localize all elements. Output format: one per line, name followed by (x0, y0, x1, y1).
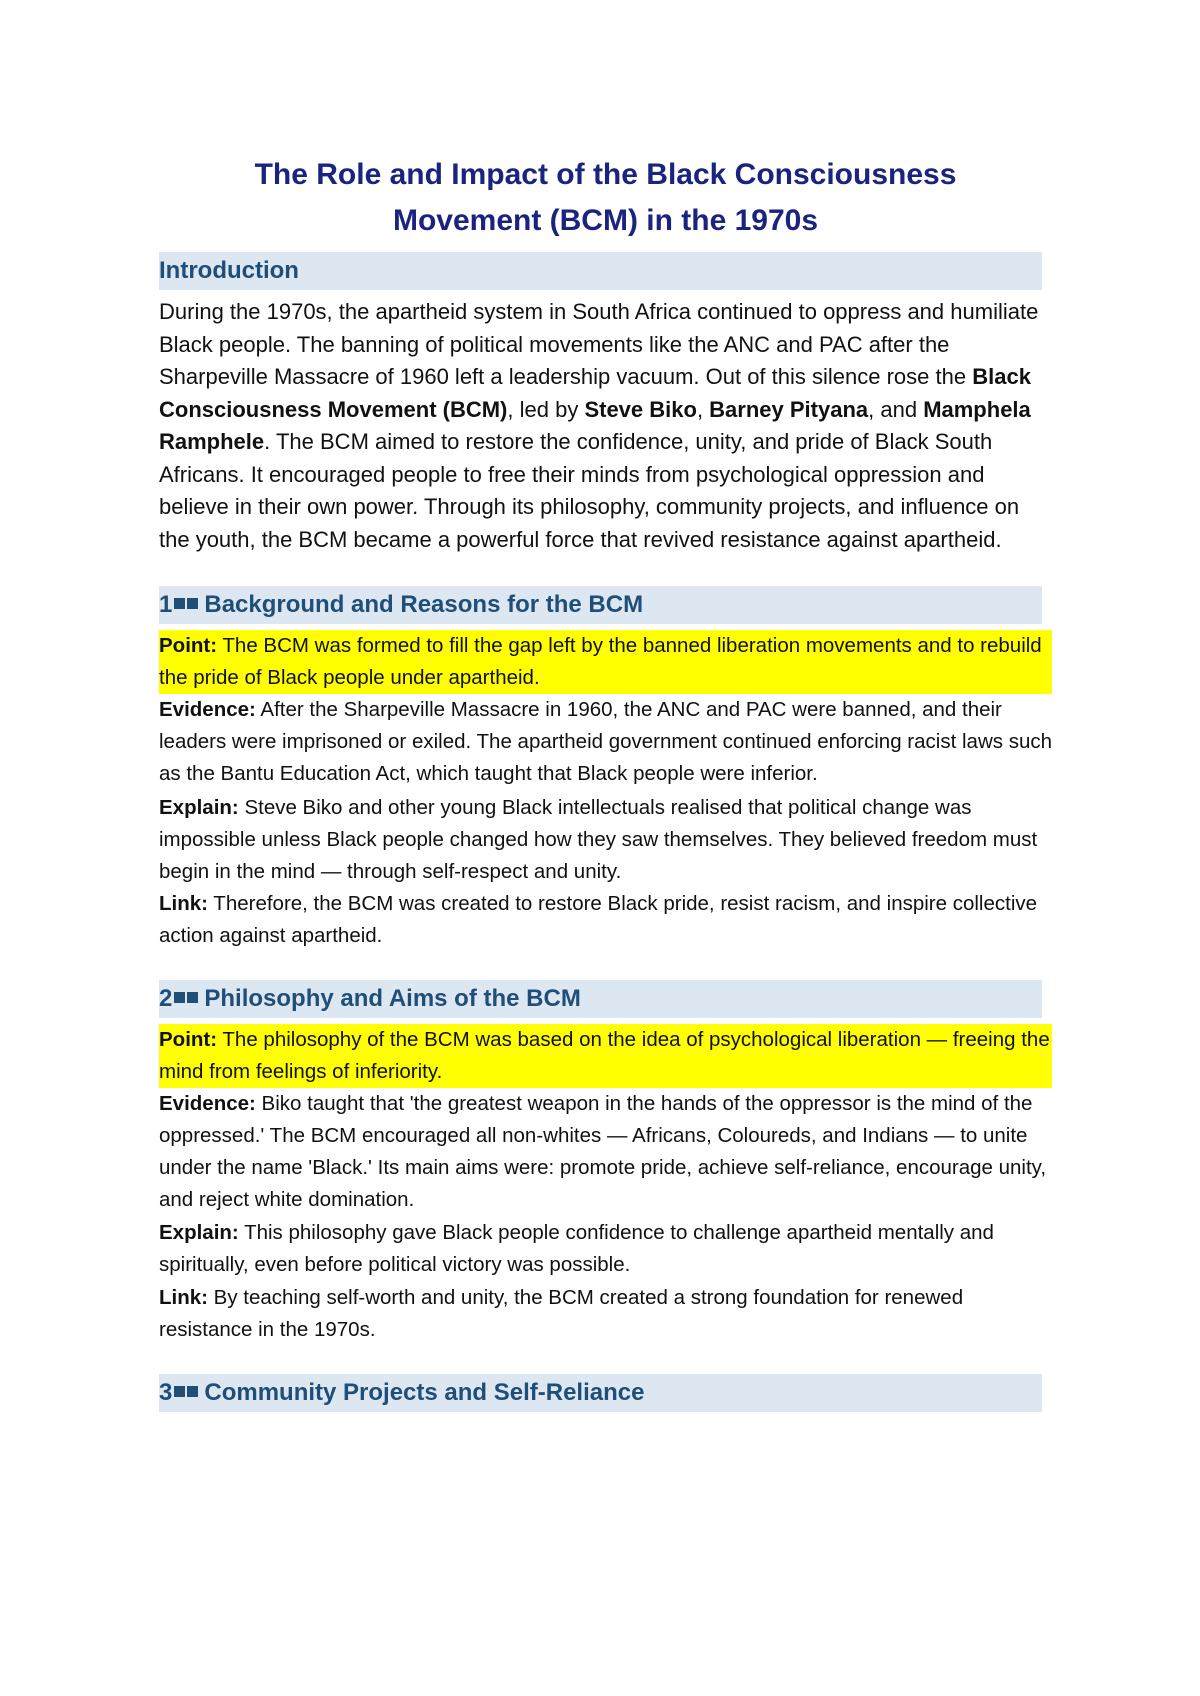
title-line-1: The Role and Impact of the Black Consciousness (254, 158, 957, 191)
intro-biko: Steve Biko (584, 396, 697, 422)
explain-text: This philosophy gave Black people confidence to challenge apartheid mentally and spiritually, even before political victory was possible. (159, 1221, 994, 1276)
section-heading-text: Background and Reasons for the BCM (204, 591, 644, 618)
evidence-label: Evidence: (159, 1092, 256, 1115)
link-label: Link: (159, 892, 208, 915)
point-text: The philosophy of the BCM was based on the idea of psychological liberation — freeing the mind from feelings of inferiority. (159, 1028, 1050, 1083)
document-title (159, 152, 1052, 244)
section-heading-1 (159, 586, 1042, 624)
link-paragraph-1 (159, 888, 1052, 952)
link-text: Therefore, the BCM was created to restore Black pride, resist racism, and inspire collective action against apartheid. (159, 892, 1038, 947)
section-heading-introduction (159, 252, 1042, 290)
section-heading-3 (159, 1374, 1042, 1412)
point-text: The BCM was formed to fill the gap left by the banned liberation movements and to rebuild the pride of Black people under apartheid. (159, 634, 1042, 689)
intro-bcm: Black Consciousness Movement (BCM) (159, 364, 1031, 422)
section-number: 1 (159, 591, 173, 618)
link-label: Link: (159, 1286, 208, 1309)
intro-text-2: . The BCM aimed to restore the confidence, unity, and pride of Black South Africans. It encouraged people to free their minds from psychological oppression and believe in their own power. Through its philosophy, community projects, and influence on the youth, the BCM became a powerful force that revived resistance against apartheid. (159, 429, 1020, 552)
point-label: Point: (159, 1028, 218, 1051)
square-glyph-icon (187, 992, 198, 1003)
intro-paragraph (159, 296, 1052, 556)
point-label: Point: (159, 634, 218, 657)
explain-label: Explain: (159, 796, 239, 819)
evidence-paragraph-1 (159, 694, 1052, 790)
link-paragraph-2 (159, 1282, 1052, 1346)
explain-paragraph-2 (159, 1217, 1052, 1281)
intro-text-1: During the 1970s, the apartheid system in South Africa continued to oppress and humiliate Black people. The banning of political movements like the ANC and PAC after the Sharpeville Massacre of 1960 left a leadership vacuum. Out of this silence rose the (159, 299, 1039, 389)
section-heading-text: Philosophy and Aims of the BCM (204, 985, 581, 1012)
intro-ramphele: Mamphela Ramphele (159, 396, 1031, 454)
square-glyph-icon (187, 1386, 198, 1397)
square-glyph-icon (174, 1386, 185, 1397)
explain-paragraph-1 (159, 792, 1052, 888)
evidence-label: Evidence: (159, 698, 256, 721)
evidence-paragraph-2 (159, 1088, 1052, 1216)
point-highlight-2 (159, 1024, 1052, 1088)
square-glyph-icon (174, 598, 185, 609)
intro-led-by: , led by (507, 396, 585, 422)
link-text: By teaching self-worth and unity, the BCM created a strong foundation for renewed resistance in the 1970s. (159, 1286, 964, 1341)
explain-label: Explain: (159, 1221, 239, 1244)
section-number: 2 (159, 985, 173, 1012)
evidence-text: After the Sharpeville Massacre in 1960, the ANC and PAC were banned, and their leaders were imprisoned or exiled. The apartheid government continued enforcing racist laws such as the Bantu Education Act, which taught that Black people were inferior. (159, 698, 1052, 785)
intro-comma: , (696, 396, 710, 422)
point-highlight-1 (159, 630, 1052, 694)
section-heading-text: Community Projects and Self-Reliance (204, 1379, 645, 1406)
intro-pityana: Barney Pityana (709, 396, 869, 422)
section-number: 3 (159, 1379, 173, 1406)
title-line-2: Movement (BCM) in the 1970s (392, 204, 819, 237)
intro-and: , and (868, 396, 924, 422)
section-heading-text: Introduction (159, 257, 299, 284)
section-heading-2 (159, 980, 1042, 1018)
square-glyph-icon (187, 598, 198, 609)
evidence-text: Biko taught that 'the greatest weapon in the hands of the oppressor is the mind of the oppressed.' The BCM encouraged all non-whites — Africans, Coloureds, and Indians — to unite under the name 'Black.' Its main aims were: promote pride, achieve self-reliance, encourage unity, and reject white domination. (159, 1092, 1047, 1211)
explain-text: Steve Biko and other young Black intellectuals realised that political change was impossible unless Black people changed how they saw themselves. They believed freedom must begin in the mind — through self-respect and unity. (159, 796, 1038, 883)
square-glyph-icon (174, 992, 185, 1003)
